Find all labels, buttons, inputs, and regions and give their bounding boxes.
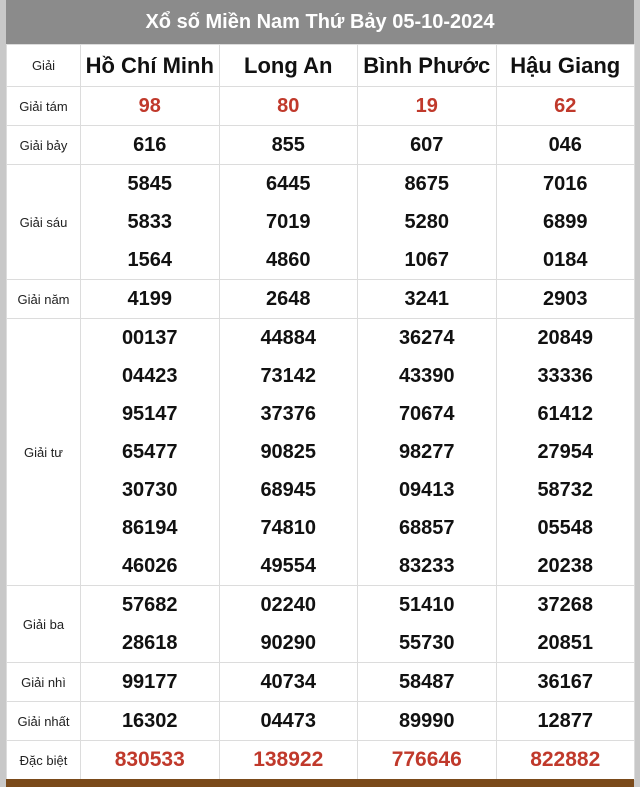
special-prize-number: 776646 (391, 748, 462, 771)
prize-cell (496, 702, 635, 741)
prize-number: 62 (554, 95, 577, 117)
prize-number: 20851 (537, 632, 594, 654)
prize-number: 98277 (398, 441, 455, 463)
prize-cell (358, 702, 497, 741)
prize-number: 5833 (127, 211, 172, 233)
prize-number: 89990 (398, 710, 455, 732)
prize-cell (219, 87, 358, 126)
prize-label: Giải tư (7, 319, 81, 586)
prize-number: 90290 (260, 632, 317, 654)
prize-number: 95147 (121, 403, 178, 425)
prize-label: Giải bảy (7, 126, 81, 165)
prize-number: 58732 (537, 479, 594, 501)
prize-cell (81, 280, 220, 319)
prize-number: 04473 (260, 710, 317, 732)
prize-cell (219, 586, 358, 663)
prize-number: 70674 (398, 403, 455, 425)
prize-cell (496, 126, 635, 165)
prize-row (7, 586, 635, 663)
prize-number: 5845 (127, 173, 172, 195)
prize-number: 43390 (398, 365, 455, 387)
prize-number: 33336 (537, 365, 594, 387)
prize-number: 7016 (543, 173, 588, 195)
prize-cell (81, 165, 220, 280)
prize-number: 51410 (398, 594, 455, 616)
prize-number: 20238 (537, 555, 594, 577)
prize-number: 7019 (266, 211, 311, 233)
prize-row (7, 319, 635, 586)
prize-number: 09413 (398, 479, 455, 501)
prize-cell (358, 586, 497, 663)
prize-cell (496, 87, 635, 126)
prize-row (7, 87, 635, 126)
prize-number: 49554 (260, 555, 317, 577)
prize-number: 616 (133, 134, 167, 156)
prize-number: 8675 (404, 173, 449, 195)
prize-number: 46026 (121, 555, 178, 577)
prize-number: 2648 (266, 288, 311, 310)
prize-number: 2903 (543, 288, 588, 310)
prize-number: 86194 (121, 517, 178, 539)
prize-cell (219, 663, 358, 702)
prize-number: 28618 (121, 632, 178, 654)
footer-bar (6, 779, 634, 787)
prize-number: 607 (410, 134, 444, 156)
prize-number: 20849 (537, 327, 594, 349)
prize-cell (81, 586, 220, 663)
prize-cell (219, 165, 358, 280)
prize-label: Giải tám (7, 87, 81, 126)
prize-label: Giải sáu (7, 165, 81, 280)
prize-number: 4199 (127, 288, 172, 310)
prize-number: 05548 (537, 517, 594, 539)
prize-number: 6899 (543, 211, 588, 233)
prize-number: 37268 (537, 594, 594, 616)
prize-number: 83233 (398, 555, 455, 577)
province-header[interactable]: Long An (219, 45, 358, 87)
prize-cell (496, 586, 635, 663)
province-header[interactable]: Bình Phước (358, 45, 497, 87)
prize-number: 1564 (127, 249, 172, 271)
prize-number: 36167 (537, 671, 594, 693)
prize-cell (81, 663, 220, 702)
prize-number: 855 (271, 134, 305, 156)
prize-cell (219, 741, 358, 780)
prize-cell (219, 280, 358, 319)
prize-number: 4860 (266, 249, 311, 271)
prize-column-header: Giải (7, 45, 81, 87)
prize-number: 55730 (398, 632, 455, 654)
prize-number: 37376 (260, 403, 317, 425)
prize-number: 44884 (260, 327, 317, 349)
prize-number: 99177 (121, 671, 178, 693)
prize-number: 90825 (260, 441, 317, 463)
special-prize-number: 138922 (253, 748, 324, 771)
prize-number: 68857 (398, 517, 455, 539)
province-header[interactable]: Hồ Chí Minh (81, 45, 220, 87)
prize-label: Giải ba (7, 586, 81, 663)
prize-number: 5280 (404, 211, 449, 233)
prize-cell (358, 319, 497, 586)
prize-cell (81, 126, 220, 165)
prize-cell (358, 741, 497, 780)
prize-number: 0184 (543, 249, 588, 271)
prize-cell (219, 319, 358, 586)
prize-row (7, 126, 635, 165)
prize-cell (358, 87, 497, 126)
special-prize-number: 822882 (530, 748, 601, 771)
prize-label: Giải năm (7, 280, 81, 319)
results-title: Xổ số Miền Nam Thứ Bảy 05-10-2024 (6, 0, 634, 44)
prize-row (7, 280, 635, 319)
prize-cell (358, 126, 497, 165)
prize-number: 98 (138, 95, 161, 117)
province-header[interactable]: Hậu Giang (496, 45, 635, 87)
prize-number: 74810 (260, 517, 317, 539)
prize-row (7, 702, 635, 741)
prize-number: 61412 (537, 403, 594, 425)
prize-number: 30730 (121, 479, 178, 501)
prize-number: 68945 (260, 479, 317, 501)
prize-number: 36274 (398, 327, 455, 349)
prize-number: 02240 (260, 594, 317, 616)
prize-cell (358, 280, 497, 319)
header-row (7, 45, 635, 87)
prize-number: 00137 (121, 327, 178, 349)
prize-label: Đặc biệt (7, 741, 81, 780)
prize-cell (81, 319, 220, 586)
prize-number: 73142 (260, 365, 317, 387)
prize-cell (496, 741, 635, 780)
prize-row (7, 741, 635, 780)
prize-number: 1067 (404, 249, 449, 271)
prize-cell (496, 319, 635, 586)
prize-cell (496, 165, 635, 280)
prize-number: 80 (277, 95, 300, 117)
prize-number: 3241 (404, 288, 449, 310)
special-prize-number: 830533 (114, 748, 185, 771)
prize-cell (219, 702, 358, 741)
prize-cell (81, 87, 220, 126)
prize-row (7, 663, 635, 702)
prize-cell (81, 702, 220, 741)
prize-label: Giải nhất (7, 702, 81, 741)
prize-number: 16302 (121, 710, 178, 732)
prize-number: 6445 (266, 173, 311, 195)
prize-number: 57682 (121, 594, 178, 616)
prize-cell (496, 280, 635, 319)
prize-cell (496, 663, 635, 702)
prize-cell (219, 126, 358, 165)
results-table (6, 44, 635, 780)
prize-number: 58487 (398, 671, 455, 693)
prize-cell (358, 663, 497, 702)
prize-number: 65477 (121, 441, 178, 463)
prize-number: 40734 (260, 671, 317, 693)
prize-cell (81, 741, 220, 780)
prize-number: 19 (415, 95, 438, 117)
prize-number: 27954 (537, 441, 594, 463)
prize-row (7, 165, 635, 280)
prize-number: 04423 (121, 365, 178, 387)
prize-number: 12877 (537, 710, 594, 732)
prize-cell (358, 165, 497, 280)
prize-number: 046 (548, 134, 582, 156)
prize-label: Giải nhì (7, 663, 81, 702)
